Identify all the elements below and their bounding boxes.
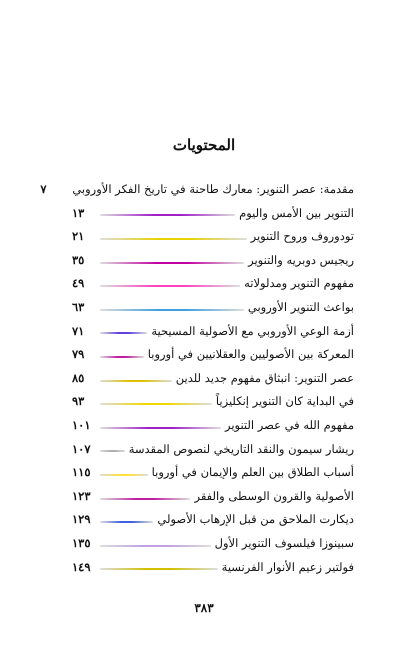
toc-entry-title: أزمة الوعي الأوروبي مع الأصولية المسيحية [151, 323, 354, 338]
toc-entry-page: ٩٣ [72, 394, 85, 409]
toc-entry [72, 508, 354, 532]
toc-entry-page: ١٠١ [72, 417, 91, 432]
toc-entry [72, 556, 354, 580]
toc-entry [72, 272, 354, 296]
toc-entry [72, 438, 354, 462]
toc-entry-page: ٣٥ [72, 252, 85, 267]
dotted-leader [100, 238, 247, 240]
dotted-leader [100, 498, 190, 500]
toc-entry-page: ٢١ [72, 229, 85, 244]
toc-entry-page: ١٠٧ [72, 441, 91, 456]
page-title: المحتويات [172, 136, 236, 154]
toc-entry-title: الأصولية والقرون الوسطى والفقر [194, 488, 354, 503]
dotted-leader [100, 285, 240, 287]
toc-entry-page: ١٤٩ [72, 559, 91, 574]
toc-entry [72, 202, 354, 226]
dotted-leader [100, 380, 172, 382]
page-number: ٣٨٣ [194, 601, 214, 615]
dotted-leader [100, 214, 235, 216]
toc-entry-title: مقدمة: عصر التنوير: معارك طاحنة في تاريخ الفكر الأوروبي [72, 182, 354, 197]
toc-entry-page: ٧ [40, 182, 47, 197]
toc-entry [72, 414, 354, 438]
toc-entry-page: ٨٥ [72, 370, 85, 385]
toc-entry-page: ١٢٩ [72, 512, 91, 527]
toc-entry [72, 296, 354, 320]
dotted-leader [100, 427, 221, 429]
table-of-contents [40, 178, 354, 579]
toc-entry-title: التنوير بين الأمس واليوم [239, 205, 354, 220]
toc-entry-title: بواعث التنوير الأوروبي [247, 300, 354, 315]
toc-entry [72, 320, 354, 344]
toc-entry [72, 532, 354, 556]
dotted-leader [100, 309, 244, 311]
toc-entry-title: في البداية كان التنوير إنكليزياً [215, 394, 354, 409]
dotted-leader [100, 545, 211, 547]
toc-entry-title: ريجيس دوبريه والتنوير [248, 252, 354, 267]
toc-entry-title: تودوروف وروح التنوير [250, 229, 354, 244]
toc-entry-title: المعركة بين الأصوليين والعقلانيين في أوروبا [147, 347, 354, 362]
dotted-leader [100, 262, 244, 264]
toc-entry-page: ١٣٥ [72, 535, 91, 550]
dotted-leader [100, 332, 147, 334]
toc-entry-title: ديكارت الملاحق من قبل الإرهاب الأصولي [157, 512, 354, 527]
toc-entry-page: ٤٩ [72, 276, 85, 291]
toc-entry [72, 343, 354, 367]
toc-entry-title: أسباب الطلاق بين العلم والإيمان في أوروبا [151, 465, 354, 480]
toc-entry-page: ١٢٣ [72, 488, 91, 503]
dotted-leader [100, 450, 125, 452]
toc-entry [72, 249, 354, 273]
dotted-leader [100, 568, 218, 570]
toc-entry-page: ١١٥ [72, 465, 91, 480]
toc-entry [72, 225, 354, 249]
toc-entry-title: عصر التنوير: انبثاق مفهوم جديد للدين [175, 370, 354, 385]
toc-entry-title: مفهوم الله في عصر التنوير [224, 417, 354, 432]
toc-entry [72, 367, 354, 391]
toc-entry-page: ١٣ [72, 205, 85, 220]
toc-entry-title: سبينوزا فيلسوف التنوير الأول [214, 535, 354, 550]
dotted-leader [100, 356, 144, 358]
toc-entry-page: ٧١ [72, 323, 85, 338]
toc-entry-page: ٦٣ [72, 300, 85, 315]
toc-entry-title: فولتير زعيم الأنوار الفرنسية [221, 559, 354, 574]
toc-entry [40, 178, 354, 202]
dotted-leader [100, 521, 153, 523]
toc-entry-page: ٧٩ [72, 347, 85, 362]
toc-entry [72, 485, 354, 509]
dotted-leader [100, 474, 148, 476]
toc-entry-title: مفهوم التنوير ومدلولاته [244, 276, 354, 291]
toc-entry-title: ريشار سيمون والنقد التاريخي لنصوص المقدسة [128, 441, 354, 456]
toc-entry [72, 390, 354, 414]
dotted-leader [100, 403, 212, 405]
toc-entry [72, 461, 354, 485]
